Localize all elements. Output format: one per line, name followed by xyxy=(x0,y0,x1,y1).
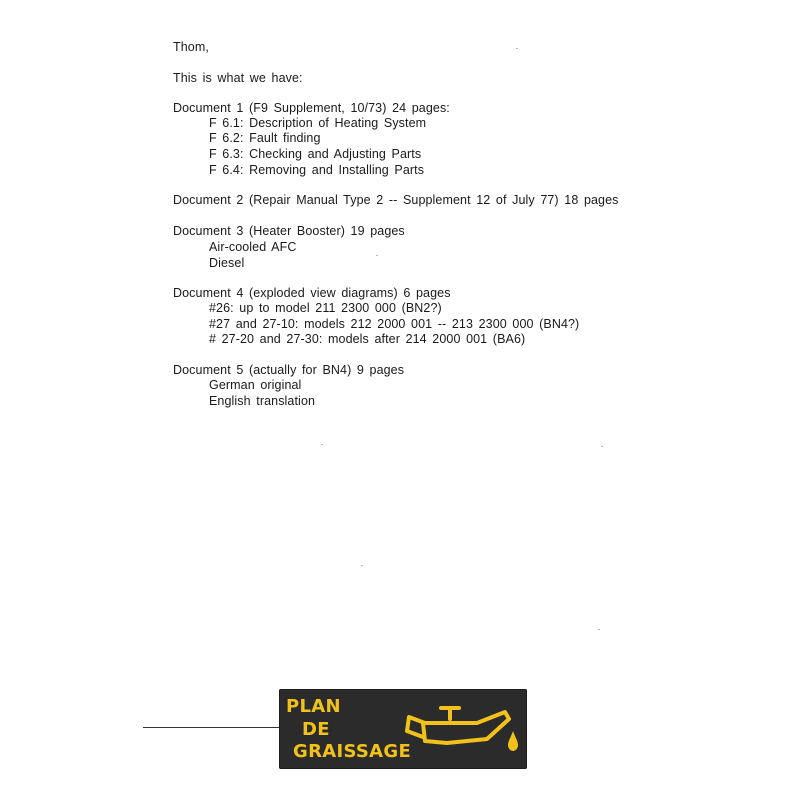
salutation: Thom, xyxy=(173,40,209,54)
document-4-item: #27 and 27-10: models 212 2000 001 -- 213 2300 000 (BN4?) xyxy=(209,317,580,331)
scan-speck xyxy=(601,446,603,447)
document-5-item: English translation xyxy=(209,394,316,408)
badge-line-de: DE xyxy=(302,719,330,740)
document-1-heading: Document 1 (F9 Supplement, 10/73) 24 pages: xyxy=(173,101,450,115)
scan-speck xyxy=(321,444,323,445)
document-2-heading: Document 2 (Repair Manual Type 2 -- Supplement 12 of July 77) 18 pages xyxy=(173,193,619,207)
document-4-heading: Document 4 (exploded view diagrams) 6 pages xyxy=(173,286,451,300)
badge-line-plan: PLAN xyxy=(286,696,341,717)
plan-de-graissage-badge xyxy=(279,689,527,769)
document-1-item: F 6.4: Removing and Installing Parts xyxy=(209,163,425,177)
intro-text: This is what we have: xyxy=(173,71,303,85)
oil-can-icon xyxy=(401,697,527,761)
document-3-heading: Document 3 (Heater Booster) 19 pages xyxy=(173,224,405,238)
badge-line-graissage: GRAISSAGE xyxy=(293,741,412,762)
document-3-item: Diesel xyxy=(209,256,245,270)
document-5-heading: Document 5 (actually for BN4) 9 pages xyxy=(173,363,405,377)
scan-speck xyxy=(376,255,378,256)
document-4-item: # 27-20 and 27-30: models after 214 2000 001 (BA6) xyxy=(209,332,526,346)
document-5-item: German original xyxy=(209,378,302,392)
scan-speck xyxy=(516,48,518,49)
document-4-item: #26: up to model 211 2300 000 (BN2?) xyxy=(209,301,442,315)
scan-speck xyxy=(598,629,600,630)
signature-line xyxy=(143,727,279,728)
document-1-item: F 6.3: Checking and Adjusting Parts xyxy=(209,147,422,161)
document-3-item: Air-cooled AFC xyxy=(209,240,297,254)
document-1-item: F 6.1: Description of Heating System xyxy=(209,116,427,130)
scan-speck xyxy=(361,565,363,566)
document-1-item: F 6.2: Fault finding xyxy=(209,131,321,145)
